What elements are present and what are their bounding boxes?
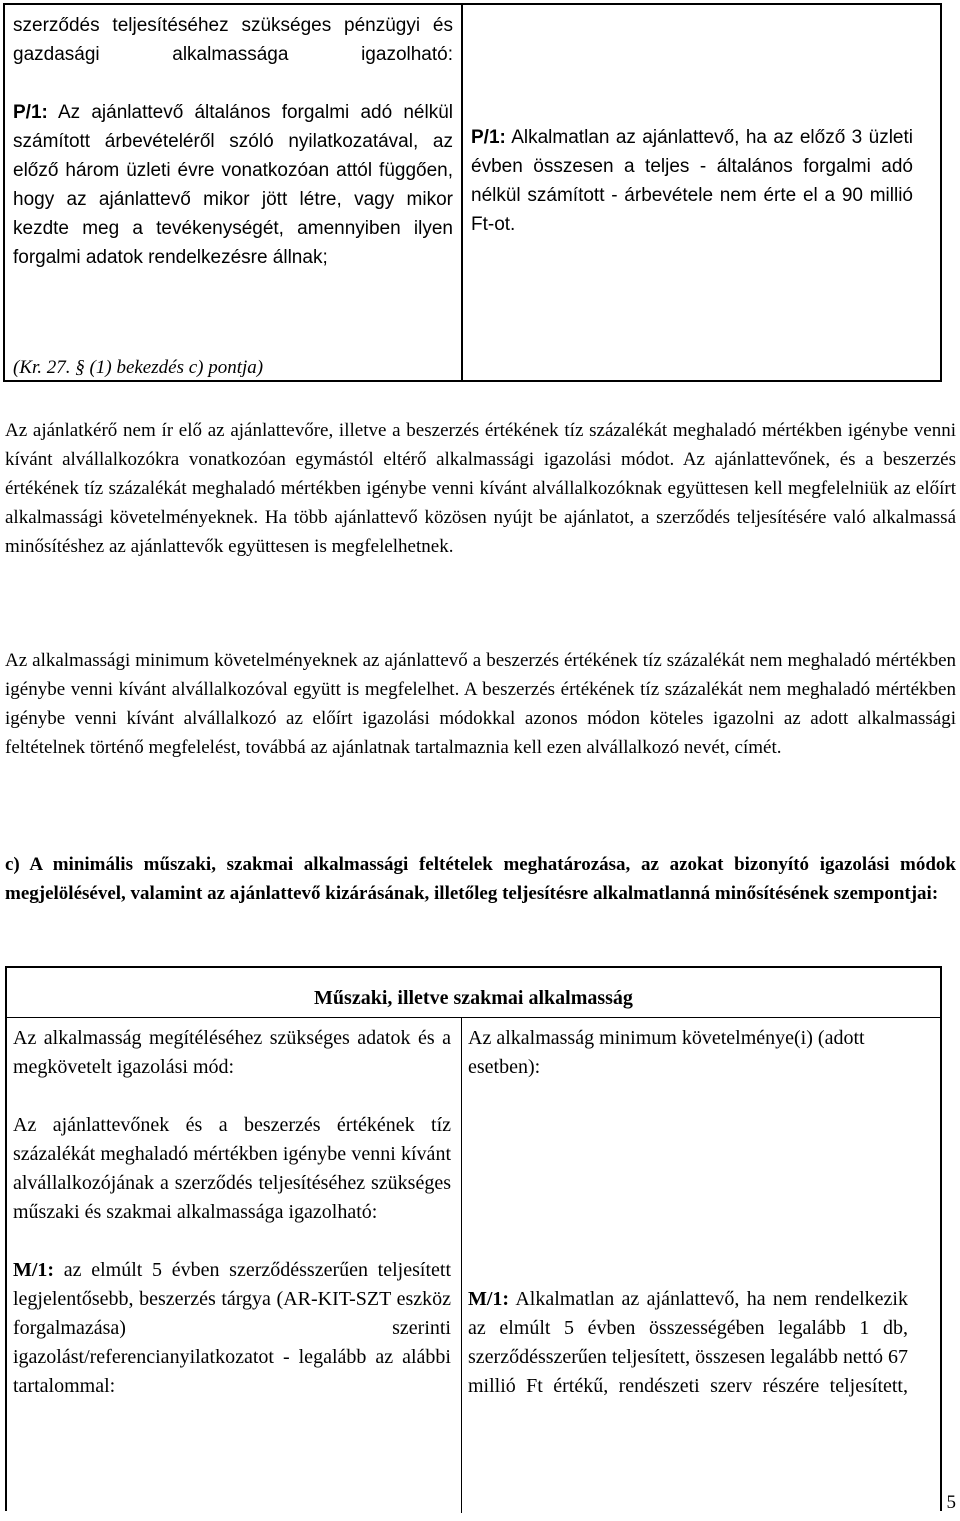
financial-proof-cell xyxy=(13,11,453,272)
m1-proof-label: M/1: xyxy=(13,1259,55,1281)
left-column-header: Az alkalmasság megítéléséhez szükséges adatok és a megkövetelt igazolási mód: xyxy=(13,1027,451,1078)
financial-intro-text: szerződés teljesítéséhez szükséges pénzügyi és gazdasági alkalmassága igazolható: xyxy=(13,15,453,65)
minimum-requirements-paragraph: Az alkalmassági minimum követelményeknek az ajánlattevő a beszerzés értékének tíz százalékát nem meghaladó mértékben igénybe venni kívánt alvállalkozóval együtt is megfelelhet. A beszerzés értékének tíz százalékát nem meghaladó mértékben igénybe venni kívánt alvállalkozó az előírt igazolási módokkal azonos módon köteles igazolni az adott alkalmassági feltételnek történő megfelelést, továbbá az ajánlatnak tartalmaznia kell ezen alvállalkozó nevét, címét. xyxy=(5,650,956,758)
p1-requirement-paragraph xyxy=(471,123,913,239)
header-divider xyxy=(7,1017,940,1018)
technical-intro-text: Az ajánlattevőnek és a beszerzés értékének tíz százalékát meghaladó mértékben igénybe venni kívánt alvállalkozójának a szerződés teljesítéséhez szükséges műszaki és szakmai alkalmassága igazolható: xyxy=(13,1114,451,1223)
eligibility-table-technical xyxy=(5,966,942,1511)
eligibility-table-financial xyxy=(3,3,942,382)
financial-requirement-cell xyxy=(471,123,913,239)
section-c-heading-text: A minimális műszaki, szakmai alkalmassági feltételek meghatározása, az azokat bizonyító igazolási módok megjelölésével, valamint az ajánlattevő kizárásának, illetőleg teljesítésre alkalmatlanná minősítésének szempontjai: xyxy=(5,854,956,904)
column-divider xyxy=(461,1017,462,1513)
technical-proof-cell xyxy=(13,1024,451,1401)
column-divider xyxy=(461,5,463,380)
m1-requirement-paragraph xyxy=(468,1285,908,1401)
section-c-heading xyxy=(5,850,956,908)
section-c-label: c) xyxy=(5,854,20,875)
m1-proof-paragraph xyxy=(13,1256,451,1401)
subcontractor-paragraph: Az ajánlatkérő nem ír elő az ajánlattevőre, illetve a beszerzés értékének tíz százalékát meghaladó mértékben igénybe venni kívánt alvállalkozókra vonatkozóan egymástól eltérő alkalmassági igazolási módot. Az ajánlattevőnek, és a beszerzés értékének tíz százalékát meghaladó mértékben igénybe venni kívánt alvállalkozóknak együttesen kell megfelelniük az előírt alkalmassági követelményeknek. Ha több ajánlattevő közösen nyújt be ajánlatot, a szerződés teljesítésére való alkalmassá minősítéshez az ajánlattevők együttesen is megfelelhetnek. xyxy=(5,420,956,557)
p1-proof-paragraph xyxy=(13,98,453,272)
table-title: Műszaki, illetve szakmai alkalmasság xyxy=(314,987,633,1009)
p1-requirement-label: P/1: xyxy=(471,127,506,148)
m1-proof-text: az elmúlt 5 évben szerződésszerűen teljesített legjelentősebb, beszerzés tárgya (AR-KIT-SZT eszköz forgalmazása) szerinti igazolást/referencianyilatkozatot - legalább az alábbi tartalommal: xyxy=(13,1259,451,1397)
m1-requirement-text: Alkalmatlan az ajánlattevő, ha nem rendelkezik az elmúlt 5 évben összességében legalább 1 db, szerződésszerűen teljesített, összesen legalább nettó 67 millió Ft értékű, rendészeti szerv részére teljesített, xyxy=(468,1288,908,1397)
page-number: 5 xyxy=(946,1492,956,1513)
p1-proof-text: Az ajánlattevő általános forgalmi adó nélkül számított árbevételéről szóló nyilatkozatával, az előző három üzleti évre vonatkozóan attól függően, hogy az ajánlattevő mikor jött létre, vagy mikor kezdte meg a tevékenységét, amennyiben ilyen forgalmi adatok rendelkezésre állnak; xyxy=(13,102,453,268)
legal-reference: (Kr. 27. § (1) bekezdés c) pontja) xyxy=(13,357,264,378)
right-column-header: Az alkalmasság minimum követelménye(i) (adott esetben): xyxy=(468,1027,865,1078)
technical-requirement-cell xyxy=(468,1024,908,1401)
m1-requirement-label: M/1: xyxy=(468,1288,510,1310)
p1-requirement-text: Alkalmatlan az ajánlattevő, ha az előző 3 üzleti évben összesen a teljes - általános forgalmi adó nélkül számított - árbevétele nem érte el a 90 millió Ft-ot. xyxy=(471,127,913,235)
p1-proof-label: P/1: xyxy=(13,102,48,123)
